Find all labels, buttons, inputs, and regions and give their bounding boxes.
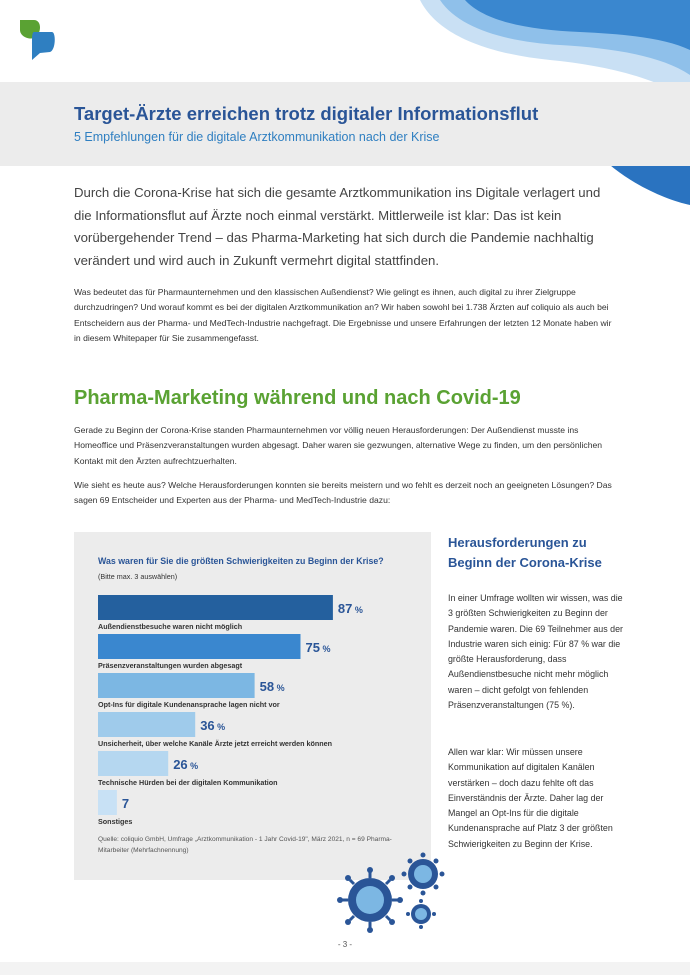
bar-chart [74,580,431,830]
sidebar-heading: Herausforderungen zu Beginn der Corona-Krise [448,535,602,570]
footer-band [0,962,690,975]
chart-title: Was waren für Sie die größten Schwierigkeiten zu Beginn der Krise? [98,556,384,566]
bar-value-label: 75 % [305,640,331,655]
chart-note: (Bitte max. 3 auswählen) [98,572,178,581]
bar-2 [98,634,301,659]
bar-5 [98,751,168,776]
page-number: - 3 - [337,940,353,949]
chart-source: Quelle: coliquio GmbH, Umfrage „Arztkommunikation - 1 Jahr Covid-19", März 2021, n = 69 Pharma-Mitarbeiter (Mehrfachnennung) [98,836,392,854]
lead-paragraph: Durch die Corona-Krise hat sich die gesamte Arztkommunikation ins Digitale verlagert und die Informationsflut auf Ärzte noch einmal verstärkt. Mittlerweile ist klar: Das ist kein vorübergehender Trend – das Pharma-Marketing hat sich durch die Pandemie nachhaltig verändert und wird auch in Zukunft vermehrt digital stattfinden. [74,185,601,268]
bar-value-label: 7 [121,796,130,811]
bar-value-label: 87 % [337,601,363,616]
bar-category-label: Technische Hürden bei der digitalen Kommunikation [98,778,278,787]
section-paragraph-1: Gerade zu Beginn der Corona-Krise standen Pharmaunternehmen vor völlig neuen Herausforderungen: Der Außendienst musste ins Homeoffice und Präsenzveranstaltungen wurden abgesagt. Daher waren sie gezwungen, alternative Wege zu finden, um den persönlichen Kontakt mit den Ärzten aufrechtzuerhalten. [74,425,603,466]
bar-value-label: 58 % [259,679,285,694]
sidebar-paragraph-2: Allen war klar: Wir müssen unsere Kommunikation auf digitalen Kanälen verstärken – doch dazu fehlte oft das Einverständnis der Ärzte. Daher lag der Mangel an Opt-Ins für die digitale Kundenansprache auf Platz 3 der größten Schwierigkeiten zu Beginn der Krise. [448,747,613,849]
bar-1 [98,595,333,620]
bar-value-label: 26 % [173,757,199,772]
logo-icon [20,20,56,60]
bar-category-label: Präsenzveranstaltungen wurden abgesagt [98,661,243,670]
bar-category-label: Sonstiges [98,817,133,826]
bar-category-label: Außendienstbesuche waren nicht möglich [98,622,243,631]
page-title: Target-Ärzte erreichen trotz digitaler Informationsflut [74,103,539,124]
virus-icon [335,850,450,935]
bar-category-label: Opt-Ins für digitale Kundenansprache lagen nicht vor [98,700,280,709]
bar-category-label: Unsicherheit, über welche Kanäle Ärzte jetzt erreicht werden können [98,739,333,748]
section-heading: Pharma-Marketing während und nach Covid-19 [74,387,521,409]
sidebar-paragraph-1: In einer Umfrage wollten wir wissen, was die 3 größten Schwierigkeiten zu Beginn der Pandemie waren. Die 69 Teilnehmer aus der Industrie waren sich einig: Für 87 % war die größte Herausforderung, dass Außendienstbesuche nicht mehr möglich waren – dicht gefolgt von fehlenden Präsenzveranstaltungen (75 %). [448,593,623,711]
bar-3 [98,673,255,698]
page-subtitle: 5 Empfehlungen für die digitale Arztkommunikation nach der Krise [74,130,440,144]
bar-4 [98,712,195,737]
bar-6 [98,790,117,815]
intro-paragraph: Was bedeutet das für Pharmaunternehmen und den klassischen Außendienst? Wie gelingt es ihnen, auch digital zu ihrer Zielgruppe durchzudringen? Und worauf kommt es bei der digitalen Arztkommunikation an? Wir haben sowohl bei 1.738 Ärzten auf coliquio als auch bei Entscheidern aus der Pharma- und MedTech-Industrie nachgefragt. Die Ergebnisse und unsere Erfahrungen der letzten 12 Monate haben wir in diesem Whitepaper für Sie zusammengefasst. [74,287,612,344]
section-paragraph-2: Wie sieht es heute aus? Welche Herausforderungen konnten sie bereits meistern und wo fehlt es derzeit noch an geeigneten Lösungen? Das sagen 69 Entscheider und Experten aus der Pharma- und MedTech-Industrie dazu: [74,480,612,506]
bar-value-label: 36 % [200,718,226,733]
